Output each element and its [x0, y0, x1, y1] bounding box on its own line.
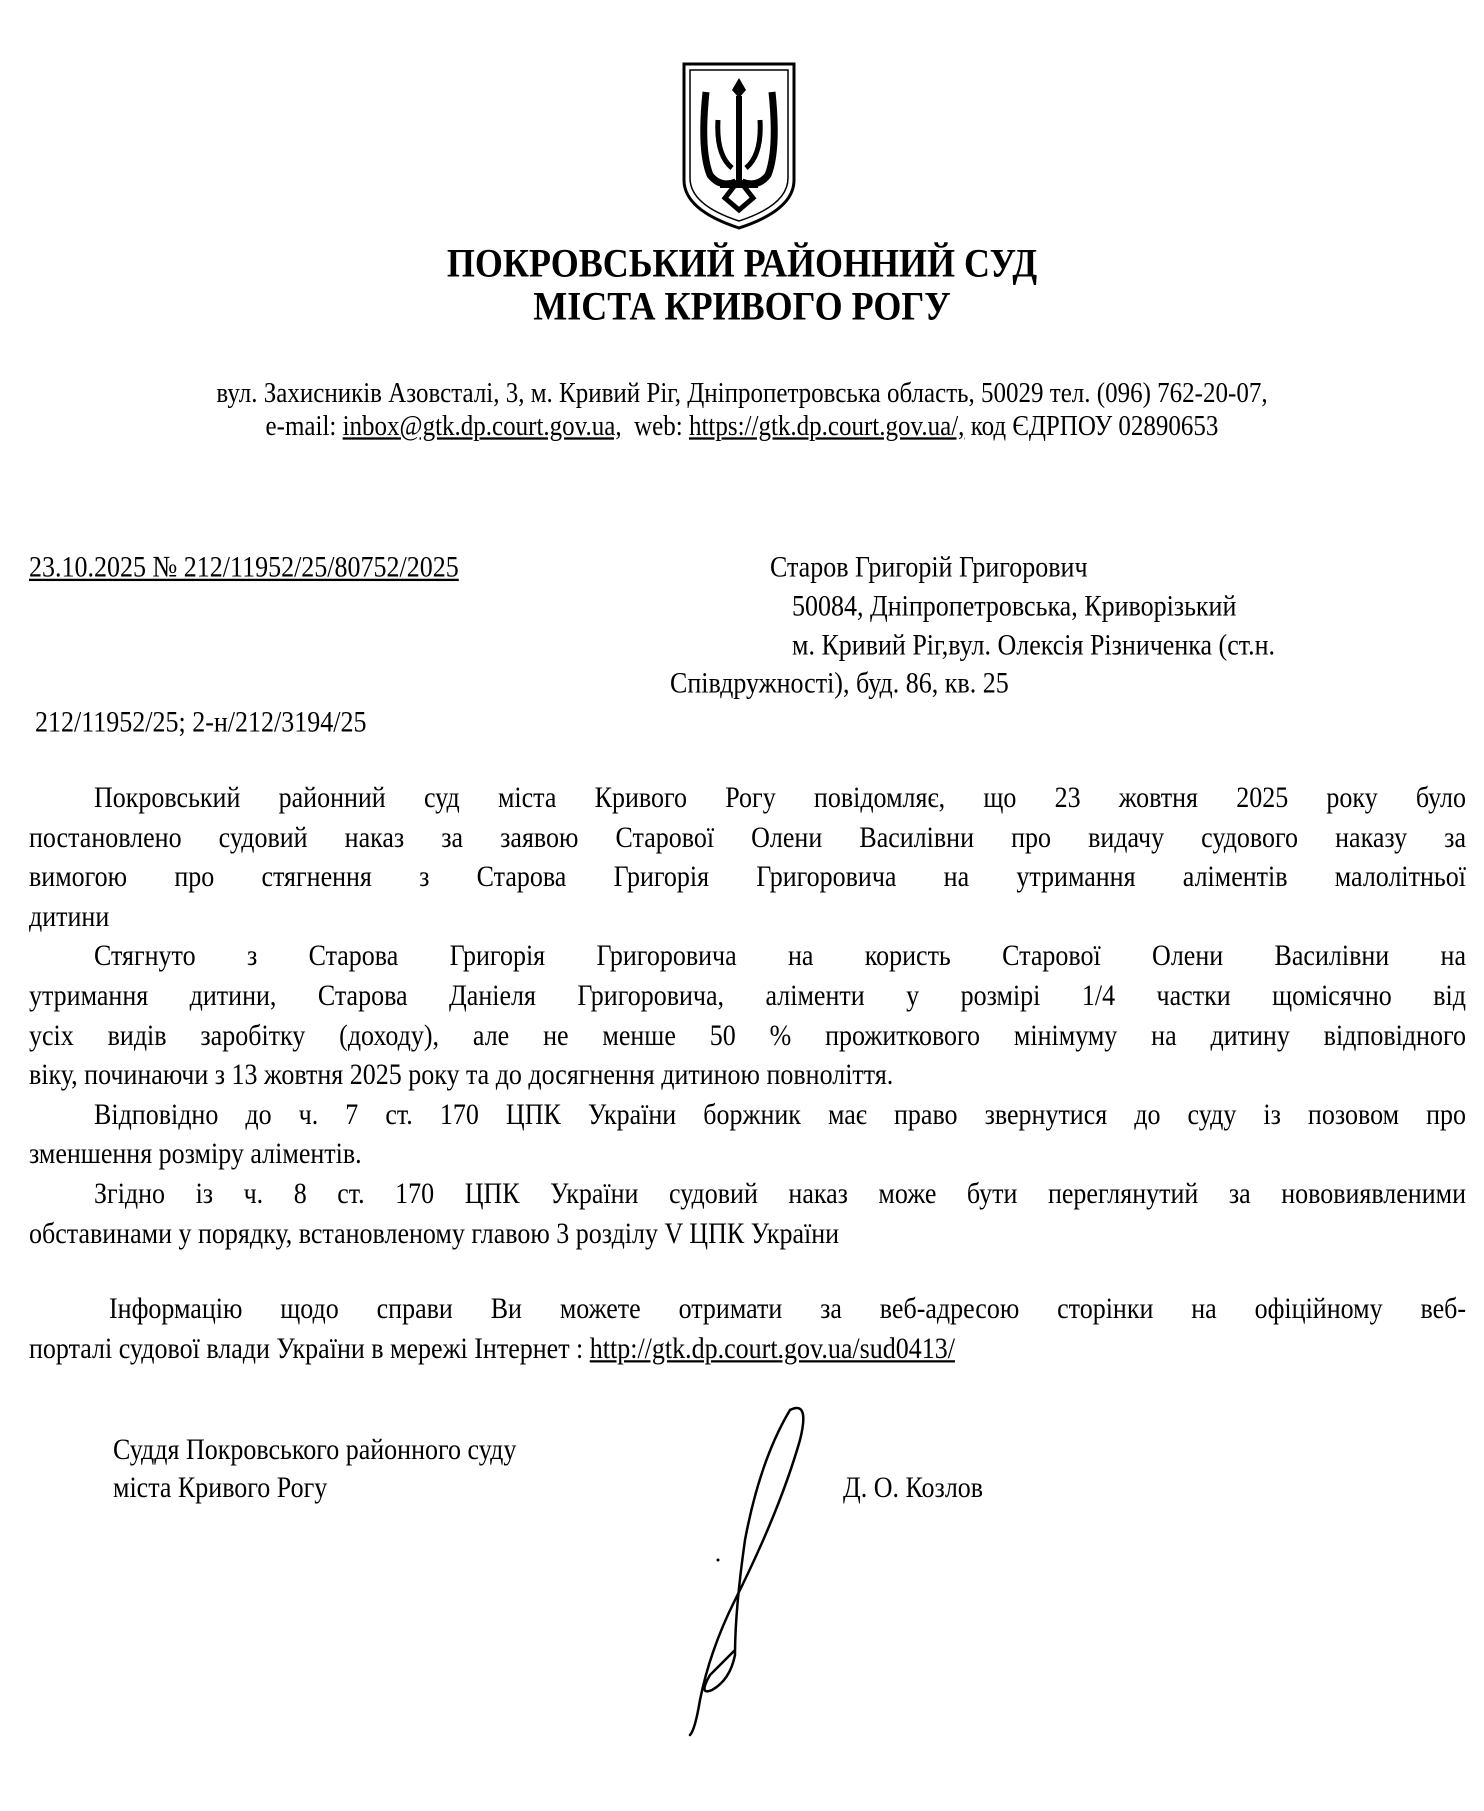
text-line: Стягнуто з Старова Григорія Григоровича на користь Старової Олени Василівни на — [94, 939, 1466, 973]
text-line: усіх видів заробітку (доходу), але не менше 50 % прожиткового мінімуму на дитину відповідного — [29, 1018, 1466, 1052]
email-link[interactable]: inbox@gtk.dp.court.gov.ua, — [342, 410, 622, 442]
case-numbers: 212/11952/25; 2-н/212/3194/25 — [35, 705, 367, 739]
judge-position-line1: Суддя Покровського районного суду — [113, 1433, 517, 1466]
paragraph — [29, 1174, 1466, 1253]
case-info-link[interactable]: http://gtk.dp.court.gov.ua/sud0413/ — [589, 1331, 955, 1365]
court-name-line1: ПОКРОВСЬКИЙ РАЙОННИЙ СУД — [446, 240, 1038, 286]
text-line: обставинами у порядку, встановленому главою 3 розділу V ЦПК України — [29, 1216, 840, 1250]
web-label: web: — [621, 410, 689, 442]
handwritten-signature — [640, 1400, 820, 1740]
recipient-address-line: 50084, Дніпропетровська, Криворізький — [792, 589, 1237, 623]
web-link[interactable]: https://gtk.dp.court.gov.ua/, — [688, 410, 965, 442]
text-line: Покровський районний суд міста Кривого Рогу повідомляє, що 23 жовтня 2025 року було — [94, 781, 1466, 814]
text-line: дитини — [29, 900, 110, 933]
text-line: віку, починаючи з 13 жовтня 2025 року та до досягнення дитиною повноліття. — [29, 1058, 894, 1091]
info-text: порталі судової влади України в мережі Інтернет : — [29, 1331, 590, 1365]
paragraph — [29, 778, 1466, 936]
paragraph — [29, 936, 1466, 1094]
coat-of-arms-icon — [680, 60, 798, 232]
text-line: постановлено судовий наказ за заявою Старової Олени Василівни про видачу судового наказу за — [29, 820, 1466, 854]
court-contacts — [0, 411, 1484, 443]
recipient-address-line: м. Кривий Ріг,вул. Олексія Різниченка (ст.н. — [792, 628, 1276, 662]
text-line: Згідно із ч. 8 ст. 170 ЦПК України судовий наказ може бути переглянутий за нововиявленими — [94, 1177, 1466, 1210]
email-label: e-mail: — [265, 410, 343, 442]
text-line: утримання дитини, Старова Даніеля Григоровича, аліменти у розмірі 1/4 частки щомісячно від — [29, 979, 1466, 1012]
text-line: Відповідно до ч. 7 ст. 170 ЦПК України боржник має право звернутися до суду із позовом про — [94, 1097, 1466, 1131]
judge-position-line2: міста Кривого Рогу — [113, 1471, 328, 1504]
edrpou-code: код ЄДРПОУ 02890653 — [964, 410, 1219, 442]
date-and-number: 23.10.2025 № 212/11952/25/80752/2025 — [29, 550, 459, 584]
court-address: вул. Захисників Азовсталі, 3, м. Кривий Ріг, Дніпропетровська область, 50029 тел. (096) 762-20-07, — [216, 377, 1268, 409]
judge-name: Д. О. Козлов — [843, 1471, 984, 1504]
recipient-name: Старов Григорій Григорович — [770, 550, 1088, 584]
text-line: вимогою про стягнення з Старова Григорія Григоровича на утримання аліментів малолітньої — [29, 860, 1466, 893]
text-line: Інформацію щодо справи Ви можете отримати за веб-адресою сторінки на офіційному веб- — [109, 1292, 1466, 1325]
text-line: зменшення розміру аліментів. — [29, 1137, 362, 1171]
letter-body — [29, 778, 1466, 1368]
paragraph — [29, 1095, 1466, 1174]
recipient-address-line: Співдружності), буд. 86, кв. 25 — [670, 666, 1009, 700]
paragraph-info — [29, 1289, 1466, 1368]
text-line — [29, 1326, 1466, 1370]
court-name-line2: МІСТА КРИВОГО РОГУ — [533, 283, 951, 329]
